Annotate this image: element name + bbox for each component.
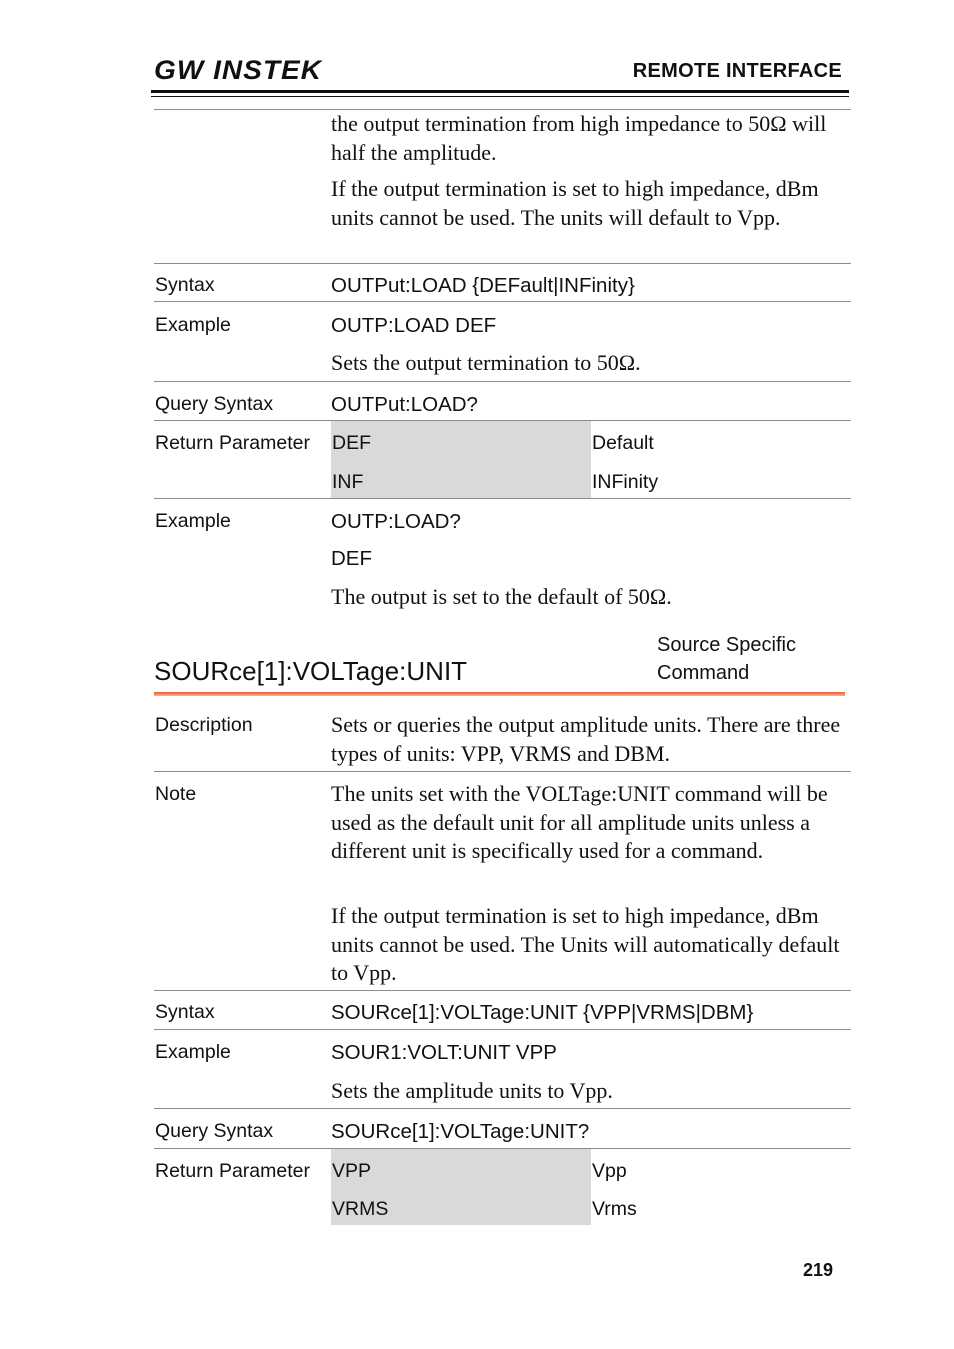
return-parameter-label: Return Parameter [155,432,310,454]
syntax-command: OUTPut:LOAD {DEFault|INFinity} [331,274,635,297]
syntax-label: Syntax [155,1001,215,1023]
command-type [657,631,837,687]
command-heading: SOURce[1]:VOLTage:UNIT [154,656,468,686]
page-number: 219 [803,1260,834,1280]
return-param-desc: Default [592,432,654,454]
row-divider [154,301,851,302]
description-label: Description [155,714,253,736]
row-divider [154,1108,851,1109]
query-example-description: The output is set to the default of 50Ω. [331,584,672,609]
example-label: Example [155,314,231,336]
command-type-line1: Source Specific [657,634,796,656]
return-param-code: DEF [332,432,371,454]
row-divider [154,990,851,991]
header-rule-thin [151,96,849,97]
return-param-code: INF [332,471,364,493]
query-example-command: OUTP:LOAD? [331,510,461,533]
syntax-label: Syntax [155,274,215,296]
note-continuation: the output termination from high impedance to 50Ω will half the amplitude. [331,111,827,165]
description-text: Sets or queries the output amplitude units. There are three types of units: VPP, VRMS and DBM. [331,712,841,766]
row-divider [154,263,851,264]
note-dbm: If the output termination is set to high impedance, dBm units cannot be used. The units will default to Vpp. [331,176,819,230]
header-rule [151,90,849,93]
row-divider [154,381,851,382]
query-syntax-command: SOURce[1]:VOLTage:UNIT? [331,1120,590,1143]
logo-text: GW INSTEK [154,55,324,83]
example-command: SOUR1:VOLT:UNIT VPP [331,1041,557,1064]
row-divider [154,1029,851,1030]
return-param-code: VPP [332,1160,372,1182]
query-syntax-label: Query Syntax [155,1120,274,1142]
command-type-line2: Command [657,662,750,684]
example-label: Example [155,1041,231,1063]
query-syntax-label: Query Syntax [155,393,274,415]
note-text-2: If the output termination is set to high impedance, dBm units cannot be used. The Units will automatically default to Vpp. [331,903,840,985]
row-divider [154,771,851,772]
syntax-command: SOURce[1]:VOLTage:UNIT {VPP|VRMS|DBM} [331,1001,754,1024]
section-title: REMOTE INTERFACE [632,60,842,82]
gw-instek-logo [154,55,324,83]
return-param-desc: INFinity [592,471,659,493]
query-example-response: DEF [331,547,372,570]
example-description: Sets the amplitude units to Vpp. [331,1078,613,1103]
example-command: OUTP:LOAD DEF [331,314,497,337]
query-syntax-command: OUTPut:LOAD? [331,393,478,416]
return-param-desc: Vpp [592,1160,627,1182]
return-param-desc: Vrms [592,1198,637,1220]
example-description: Sets the output termination to 50Ω. [331,350,641,375]
heading-underline [154,692,845,696]
query-example-label: Example [155,510,231,532]
return-param-code: VRMS [332,1198,389,1220]
return-parameter-label: Return Parameter [155,1160,310,1182]
note-text-1: The units set with the VOLTage:UNIT command will be used as the default unit for all amplitude units unless a different unit is specifically used for a command. [331,781,828,863]
row-divider [154,498,851,499]
note-label: Note [155,783,197,805]
